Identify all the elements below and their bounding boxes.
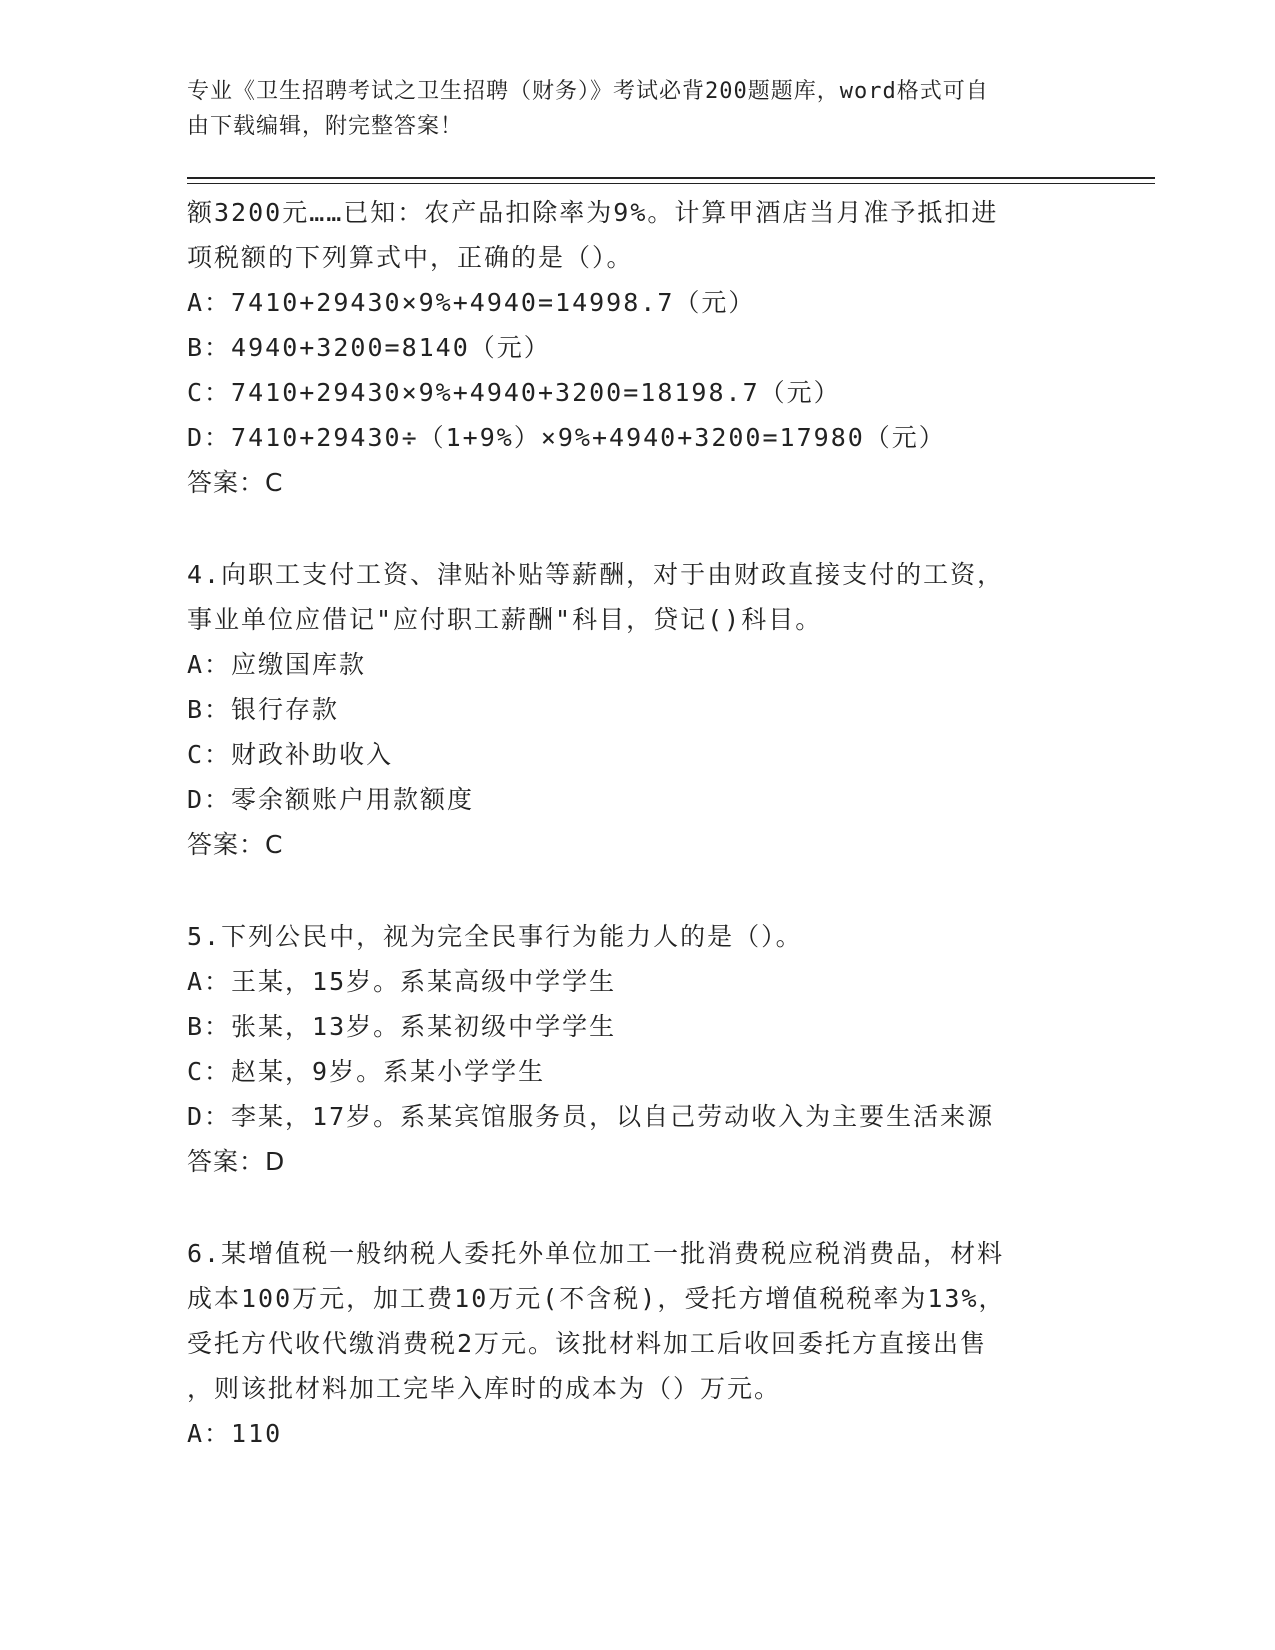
option-b: B：银行存款 — [187, 695, 340, 724]
option-a: A：110 — [187, 1419, 283, 1448]
option-c: C：财政补助收入 — [187, 740, 394, 769]
question-list — [187, 190, 1087, 1456]
question-stem-line: 6.某增值税一般纳税人委托外单位加工一批消费税应税消费品，材料 — [187, 1239, 1005, 1268]
header-rule-thick — [187, 177, 1155, 179]
option-d: D：7410+29430÷（1+9%）×9%+4940+3200=17980（元） — [187, 423, 946, 452]
option-a: A：王某，15岁。系某高级中学学生 — [187, 967, 617, 996]
question-stem-line: 项税额的下列算式中，正确的是（）。 — [187, 243, 634, 272]
header-rule-thin — [187, 183, 1155, 184]
question-6 — [187, 1231, 1087, 1456]
option-a: A：7410+29430×9%+4940=14998.7（元） — [187, 288, 756, 317]
question-gap — [187, 1184, 1087, 1231]
answer-line: 答案：D — [187, 1147, 286, 1176]
option-d: D：李某，17岁。系某宾馆服务员，以自己劳动收入为主要生活来源 — [187, 1102, 995, 1131]
option-d: D：零余额账户用款额度 — [187, 785, 475, 814]
question-stem-line: 受托方代收代缴消费税2万元。该批材料加工后收回委托方直接出售 — [187, 1329, 988, 1358]
question-5 — [187, 914, 1087, 1184]
option-c: C：赵某，9岁。系某小学学生 — [187, 1057, 546, 1086]
question-stem-line: 额3200元……已知：农产品扣除率为9%。计算甲酒店当月准予抵扣进 — [187, 198, 999, 227]
question-stem-line: 4.向职工支付工资、津贴补贴等薪酬，对于由财政直接支付的工资， — [187, 560, 1005, 589]
question-gap — [187, 505, 1087, 552]
question-stem-line: 事业单位应借记"应付职工薪酬"科目，贷记()科目。 — [187, 605, 823, 634]
header-line-2: 由下载编辑，附完整答案！ — [187, 114, 464, 139]
question-stem-line: ，则该批材料加工完毕入库时的成本为（）万元。 — [187, 1374, 782, 1403]
question-stem-line: 5.下列公民中，视为完全民事行为能力人的是（）。 — [187, 922, 803, 951]
question-4 — [187, 552, 1087, 867]
option-c: C：7410+29430×9%+4940+3200=18198.7（元） — [187, 378, 841, 407]
option-b: B：4940+3200=8140（元） — [187, 333, 551, 362]
header-line-1: 专业《卫生招聘考试之卫生招聘（财务）》考试必背200题题库，word格式可自 — [187, 79, 989, 104]
option-a: A：应缴国库款 — [187, 650, 367, 679]
answer-line: 答案：C — [187, 468, 284, 497]
question-stem-line: 成本100万元，加工费10万元(不含税)，受托方增值税税率为13%， — [187, 1284, 1006, 1313]
question-gap — [187, 867, 1087, 914]
document-header — [187, 74, 1087, 144]
answer-line: 答案：C — [187, 830, 284, 859]
option-b: B：张某，13岁。系某初级中学学生 — [187, 1012, 617, 1041]
question-3 — [187, 190, 1087, 505]
